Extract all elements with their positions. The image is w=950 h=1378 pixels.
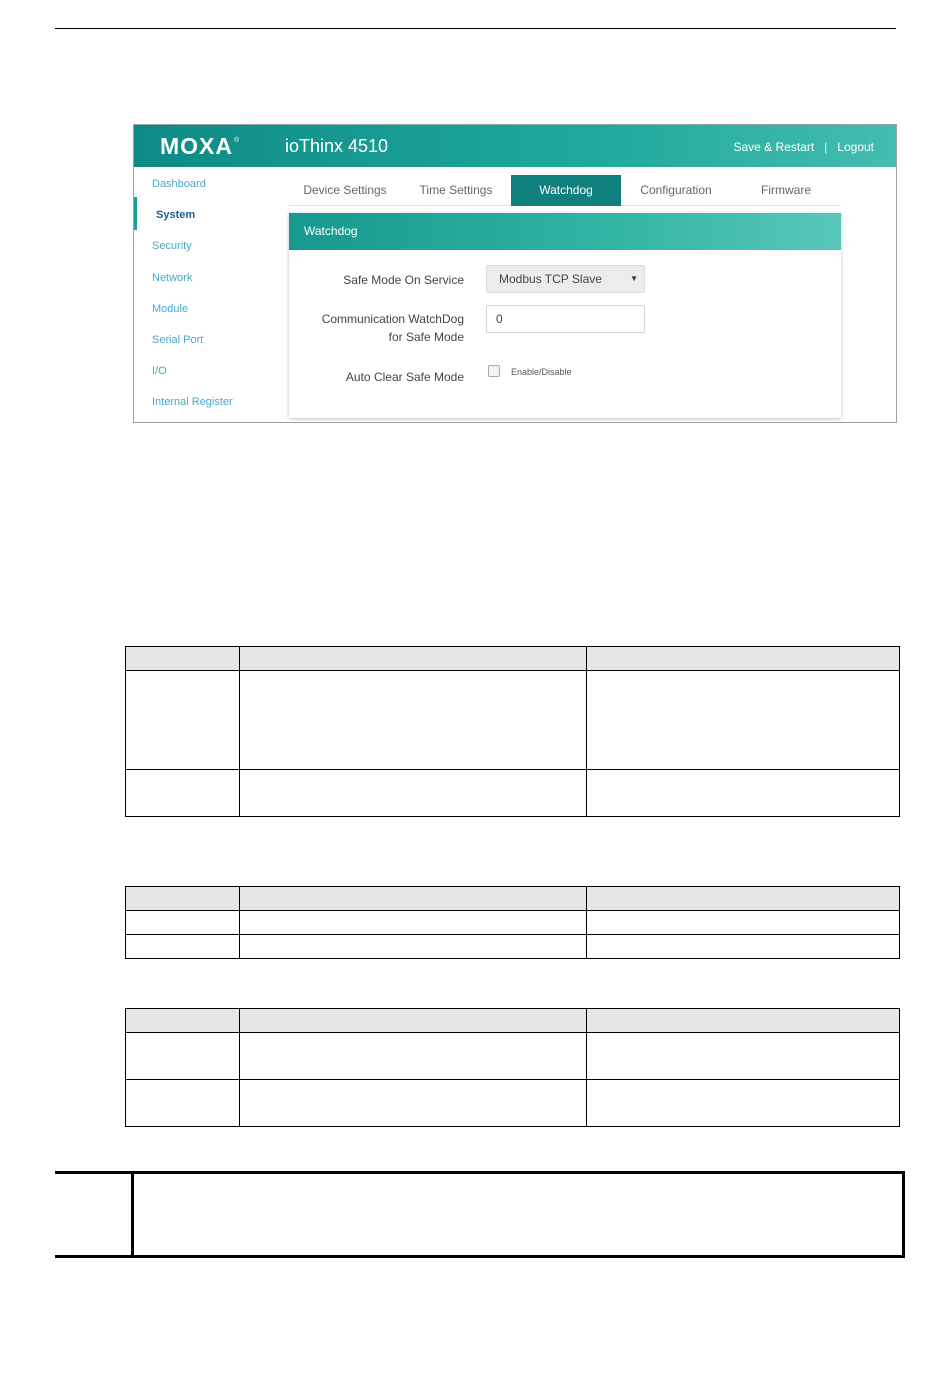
table-cell: [240, 1009, 587, 1033]
panel-title: Watchdog: [289, 213, 841, 250]
table-3: [125, 1008, 900, 1127]
note-box: [55, 1171, 905, 1258]
page-top-rule: [55, 28, 896, 29]
table-cell: [240, 647, 587, 671]
table-header-row: [126, 647, 900, 671]
registered-mark: ®: [234, 136, 240, 144]
table-cell: [126, 647, 240, 671]
table-cell: [240, 887, 587, 911]
sidebar-item-internal-register[interactable]: Internal Register: [152, 396, 233, 408]
table-cell: [240, 671, 587, 770]
table-cell: [240, 1033, 587, 1080]
table-row: [126, 671, 900, 770]
table-row: [126, 1033, 900, 1080]
table-cell: [240, 911, 587, 935]
table-2: [125, 886, 900, 959]
table-cell: [587, 1009, 900, 1033]
table-cell: [587, 887, 900, 911]
table-cell: [126, 887, 240, 911]
auto-clear-checkbox[interactable]: [488, 365, 500, 377]
tab-watchdog[interactable]: Watchdog: [511, 175, 621, 206]
tab-time-settings[interactable]: Time Settings: [419, 183, 493, 197]
sidebar-item-io[interactable]: I/O: [152, 365, 167, 377]
table-cell: [587, 671, 900, 770]
sidebar-item-system[interactable]: System: [156, 209, 196, 221]
table-cell: [126, 935, 240, 959]
tab-configuration[interactable]: Configuration: [640, 183, 712, 197]
table-cell: [126, 1080, 240, 1127]
table-cell: [240, 935, 587, 959]
comm-watchdog-label-line1: Communication WatchDog: [321, 312, 464, 326]
sidebar-nav: [134, 167, 274, 422]
table-row: [126, 1080, 900, 1127]
settings-tabs: [289, 175, 841, 206]
sidebar-active-indicator: [134, 197, 137, 230]
header-links: [733, 140, 874, 154]
sidebar-item-network[interactable]: Network: [152, 272, 193, 284]
table-cell: [126, 671, 240, 770]
tab-device-settings[interactable]: Device Settings: [303, 183, 387, 197]
comm-watchdog-label-line2: for Safe Mode: [388, 330, 464, 344]
table-cell: [240, 770, 587, 817]
table-row: [126, 911, 900, 935]
table-cell: [587, 770, 900, 817]
table-cell: [126, 770, 240, 817]
safe-mode-selected-value: Modbus TCP Slave: [499, 272, 602, 286]
app-header: [134, 125, 896, 167]
table-cell: [126, 1009, 240, 1033]
table-header-row: [126, 887, 900, 911]
table-cell: [126, 1033, 240, 1080]
table-cell: [587, 1033, 900, 1080]
header-link-separator: |: [824, 140, 828, 154]
table-cell: [587, 935, 900, 959]
safe-mode-label: Safe Mode On Service: [343, 273, 464, 287]
watchdog-panel: [289, 213, 841, 418]
tab-firmware[interactable]: Firmware: [761, 183, 811, 197]
table-header-row: [126, 1009, 900, 1033]
auto-clear-label: Auto Clear Safe Mode: [345, 370, 464, 384]
table-cell: [587, 647, 900, 671]
table-cell: [587, 911, 900, 935]
table-row: [126, 770, 900, 817]
table-cell: [126, 911, 240, 935]
note-divider: [131, 1171, 134, 1258]
logout-link[interactable]: Logout: [837, 140, 874, 154]
sidebar-item-security[interactable]: Security: [152, 240, 192, 252]
table-cell: [587, 1080, 900, 1127]
save-restart-link[interactable]: Save & Restart: [733, 140, 815, 154]
comm-watchdog-input[interactable]: 0: [486, 305, 645, 333]
auto-clear-option-label: Enable/Disable: [511, 367, 572, 377]
app-screenshot: [133, 124, 897, 423]
table-cell: [240, 1080, 587, 1127]
safe-mode-select[interactable]: [486, 265, 645, 293]
logo-wordmark: MOXA: [160, 132, 233, 159]
chevron-down-icon: ▼: [630, 274, 638, 283]
table-1: [125, 646, 900, 817]
sidebar-item-module[interactable]: Module: [152, 303, 189, 315]
product-name: ioThinx 4510: [285, 136, 389, 156]
table-row: [126, 935, 900, 959]
moxa-logo: [160, 132, 240, 159]
sidebar-item-serial-port[interactable]: Serial Port: [152, 334, 204, 346]
sidebar-item-dashboard[interactable]: Dashboard: [152, 178, 206, 190]
